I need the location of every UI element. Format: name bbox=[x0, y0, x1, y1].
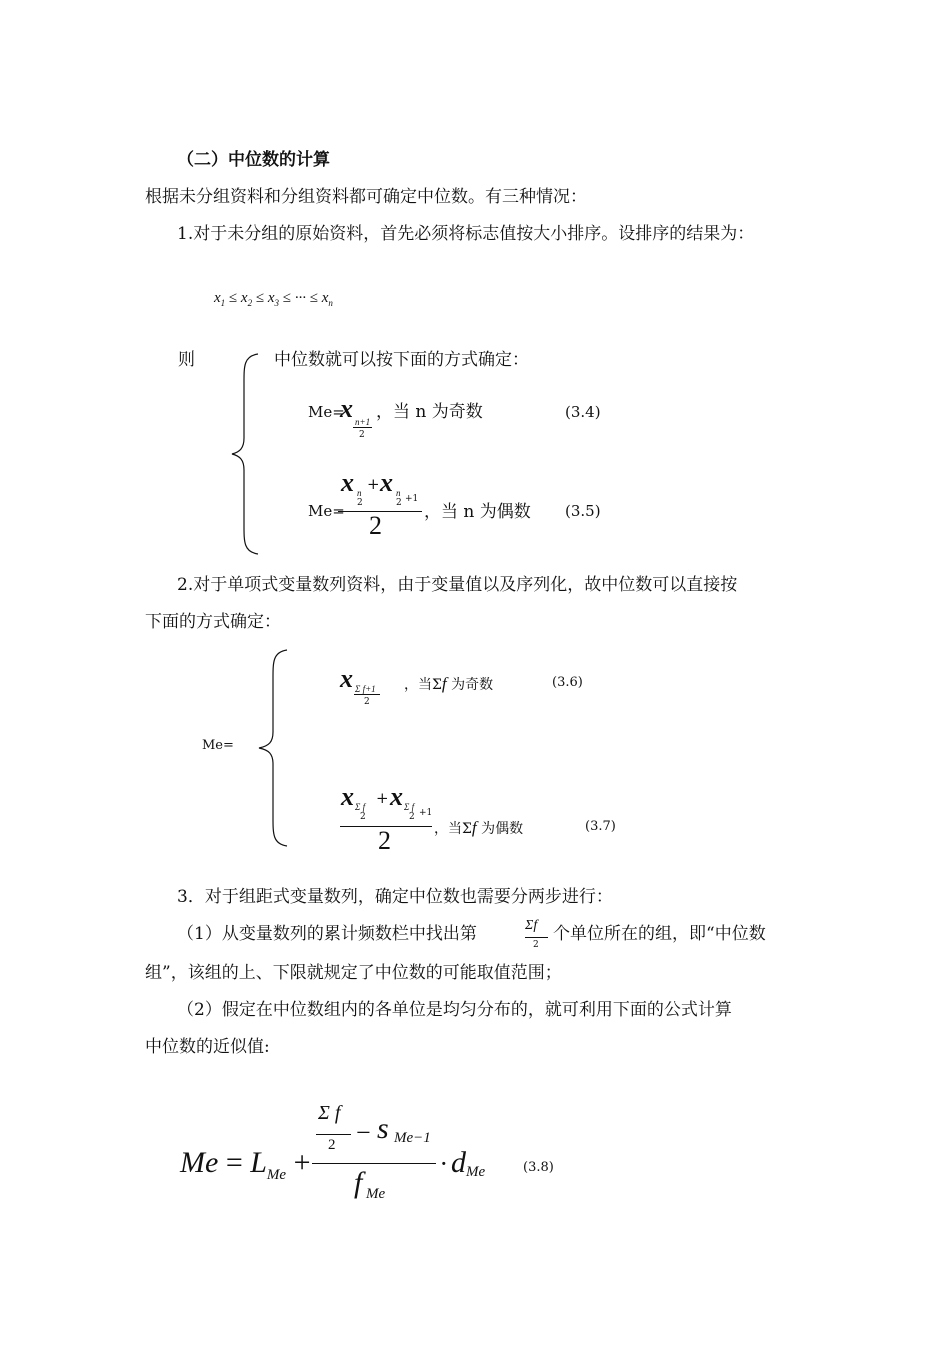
even-den: 2 bbox=[369, 511, 382, 540]
eq-num-3-6: (3.6) bbox=[552, 675, 583, 690]
formula-s: s bbox=[377, 1112, 389, 1145]
case1-paragraph: 1.对于未分组的原始资料，首先必须将标志值按大小排序。设排序的结果为： bbox=[177, 224, 755, 244]
left-brace-1 bbox=[230, 352, 266, 556]
formula-f: f bbox=[354, 1166, 363, 1199]
x-odd-sub-num: n+1 bbox=[355, 417, 371, 427]
formula-minus: − bbox=[356, 1118, 371, 1147]
me-label-odd: Me= bbox=[308, 403, 345, 421]
x-sumf-even-1-sub-den: 2 bbox=[360, 812, 366, 822]
x-even-2: x bbox=[380, 468, 393, 497]
me-label-even: Me= bbox=[308, 502, 345, 520]
section-heading: （二）中位数的计算 bbox=[177, 150, 330, 170]
eq-num-3-7: (3.7) bbox=[585, 819, 616, 834]
step2-text-b: 中位数的近似值: bbox=[145, 1037, 270, 1057]
x-sumf-odd: x bbox=[340, 664, 353, 693]
formula-f-sub: Me bbox=[366, 1186, 386, 1202]
x-even-2-sub: n bbox=[396, 488, 401, 498]
x-even-1-sub-den: 2 bbox=[357, 498, 363, 508]
x-even-1-sub: n bbox=[357, 488, 362, 498]
step1-text-a: （1）从变量数列的累计频数栏中找出第 bbox=[177, 924, 477, 944]
x-sumf-even-1: x bbox=[341, 782, 354, 811]
step1-text-b: 个单位所在的组，即“中位数 bbox=[553, 924, 766, 944]
order-formula: $x_1 \le x_2 \le x_3$ ≤ ··· ≤ $x_n$ bbox=[214, 290, 333, 308]
me-label-case2: Me= bbox=[202, 738, 234, 753]
x-sumf-even-2-sub-den: 2 bbox=[409, 812, 415, 822]
x-sumf-even-2: x bbox=[390, 782, 403, 811]
x-sumf-even-2-sub: Σ f bbox=[404, 802, 415, 812]
step1-text-c: 组”，该组的上、下限就规定了中位数的可能取值范围； bbox=[145, 963, 562, 983]
formula-sum-f: Σ f bbox=[318, 1102, 341, 1124]
even-sumf-condition: ，当Σf 为偶数 bbox=[434, 818, 524, 837]
sumf-even-den: 2 bbox=[378, 826, 391, 855]
x-sumf-even-1-sub: Σ f bbox=[355, 802, 366, 812]
intro-paragraph: 根据未分组资料和分组资料都可确定中位数。有三种情况： bbox=[145, 187, 587, 207]
x-sumf-odd-sub-den: 2 bbox=[364, 697, 370, 707]
formula-two: 2 bbox=[328, 1137, 336, 1153]
left-brace-2 bbox=[257, 648, 293, 848]
case2-paragraph-1: 2.对于单项式变量数列资料，由于变量值以及序列化，故中位数可以直接按 bbox=[177, 575, 738, 595]
x-sumf-even-2-sub-plus: +1 bbox=[419, 808, 433, 818]
odd-condition: ，当 n 为奇数 bbox=[376, 402, 483, 422]
even-condition: ，当 n 为偶数 bbox=[424, 502, 531, 522]
x-sumf-odd-sub-num: Σ f+1 bbox=[355, 684, 376, 694]
x-odd-sub-den: 2 bbox=[359, 430, 365, 440]
step1-frac-den: 2 bbox=[533, 940, 539, 950]
case1-lead: 中位数就可以按下面的方式确定： bbox=[274, 350, 529, 370]
odd-sumf-condition: ，当Σf 为奇数 bbox=[404, 674, 494, 693]
x-even-2-sub-den: 2 bbox=[396, 498, 402, 508]
x-even-1: x bbox=[341, 468, 354, 497]
formula-d-sub: Me bbox=[466, 1164, 486, 1180]
step2-text-a: （2）假定在中位数组内的各单位是均匀分布的，就可利用下面的公式计算 bbox=[177, 1000, 732, 1020]
x-odd: x bbox=[340, 394, 353, 423]
formula-d: d bbox=[451, 1146, 466, 1179]
plus-even: + bbox=[367, 475, 380, 493]
case3-paragraph: 3．对于组距式变量数列，确定中位数也需要分两步进行： bbox=[177, 887, 613, 907]
formula-dot: · bbox=[440, 1150, 448, 1178]
eq-num-3-4: (3.4) bbox=[565, 403, 601, 421]
x-even-2-sub-plus: +1 bbox=[405, 494, 419, 504]
then-label: 则 bbox=[178, 350, 195, 370]
plus-sumf-even: + bbox=[376, 789, 389, 807]
eq-num-3-5: (3.5) bbox=[565, 502, 601, 520]
eq-num-3-8: (3.8) bbox=[523, 1160, 554, 1175]
step1-frac-num: Σf bbox=[525, 918, 538, 933]
case2-paragraph-2: 下面的方式确定： bbox=[145, 612, 281, 632]
formula-s-sub: Me−1 bbox=[394, 1130, 431, 1146]
